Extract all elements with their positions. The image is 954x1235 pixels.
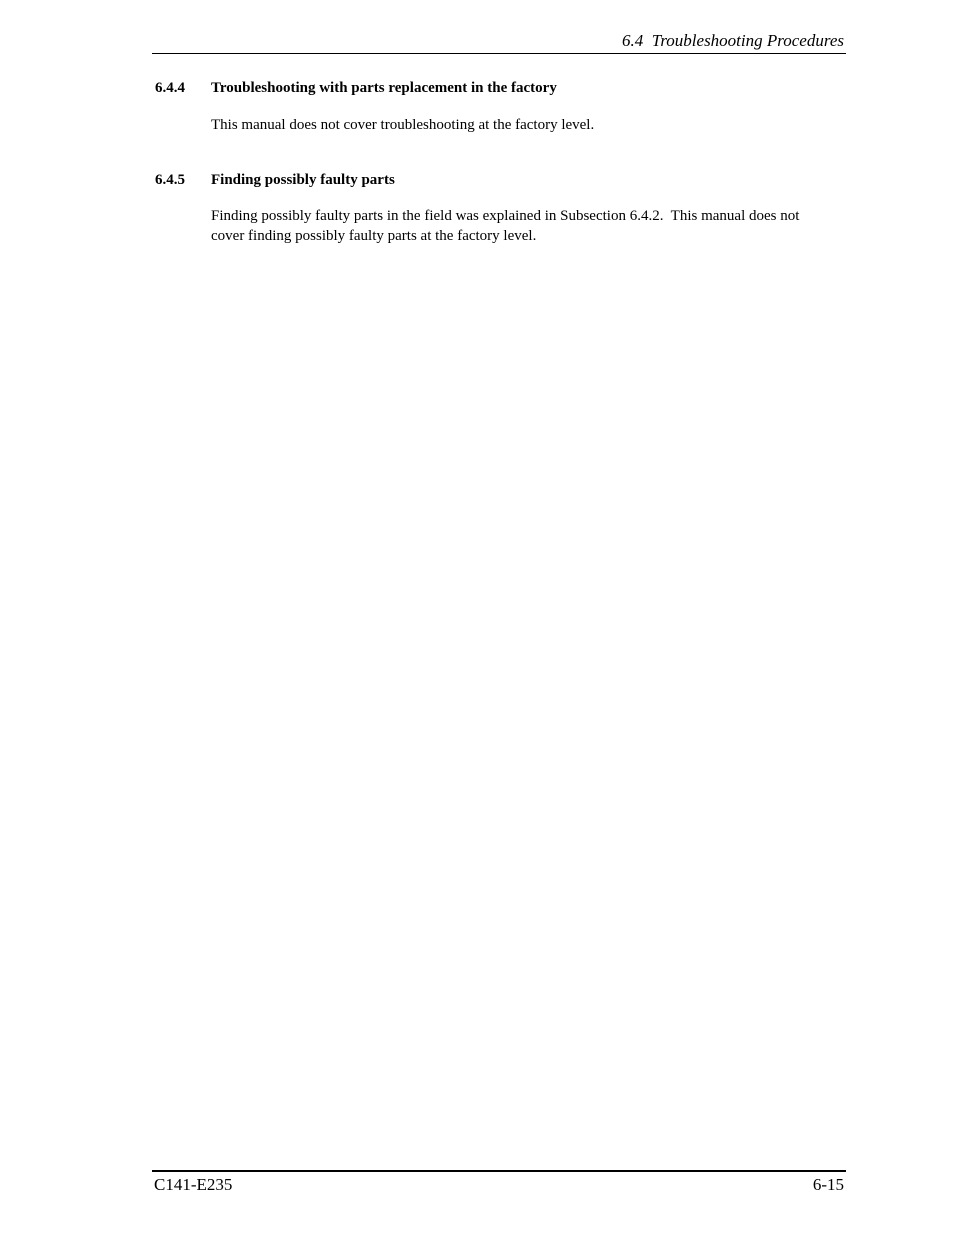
header-rule [152, 53, 846, 54]
section-heading [155, 78, 835, 98]
section-heading [155, 170, 835, 190]
section-number: 6.4.4 [155, 80, 185, 96]
section-title: Troubleshooting with parts replacement in the factory [211, 80, 557, 96]
document-code: C141-E235 [154, 1175, 233, 1194]
footer-rule [152, 1170, 846, 1172]
section-body-paragraph: This manual does not cover troubleshooting at the factory level. [211, 117, 595, 133]
section-body-paragraph: Finding possibly faulty parts in the field was explained in Subsection 6.4.2. This manual does not cover finding possibly faulty parts at the factory level. [211, 208, 804, 244]
section-title: Finding possibly faulty parts [211, 172, 395, 188]
section-number: 6.4.5 [155, 172, 185, 188]
page-number: 6-15 [812, 1175, 844, 1194]
section-6-4-4 [155, 78, 835, 135]
running-header-title: 6.4 Troubleshooting Procedures [622, 31, 844, 50]
section-6-4-5 [155, 170, 835, 246]
